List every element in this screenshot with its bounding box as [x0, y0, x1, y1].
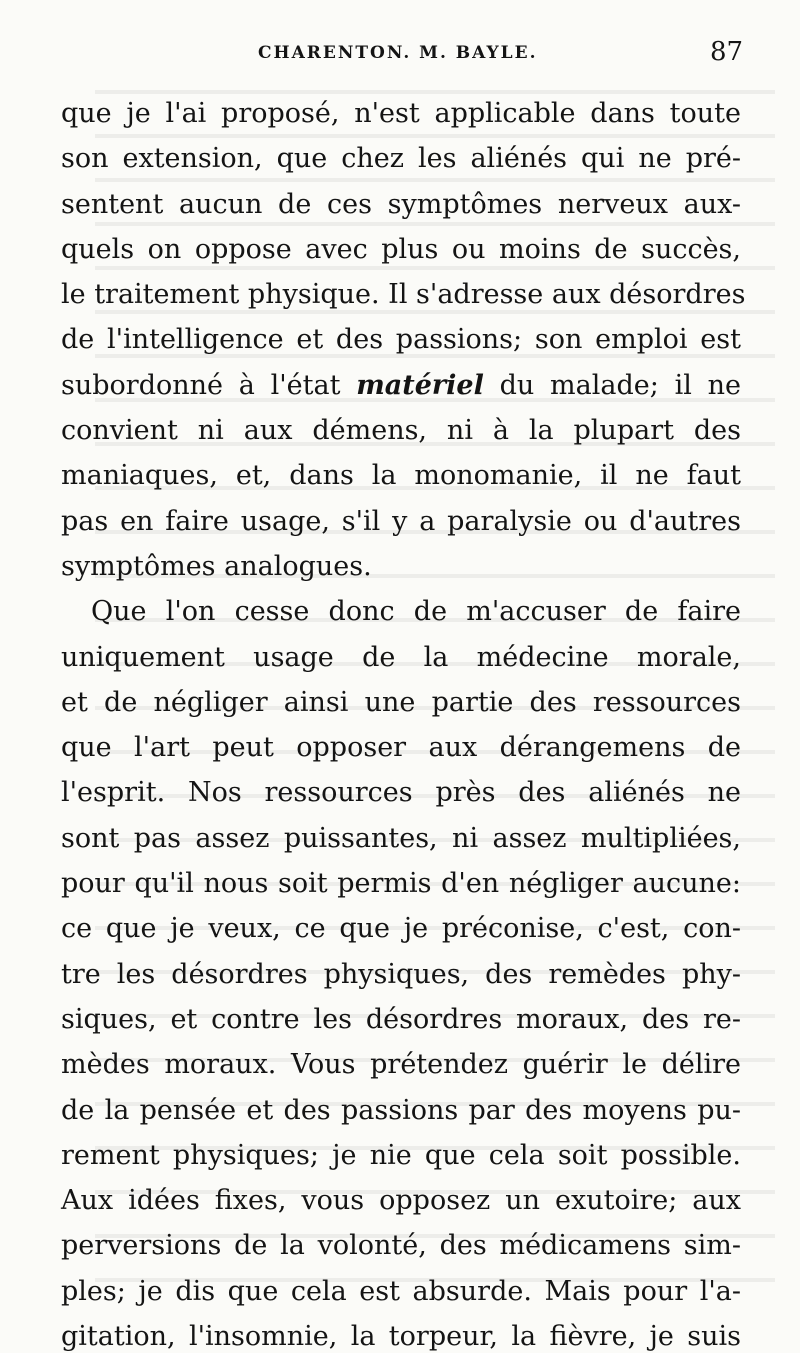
text-line: son extension, que chez les aliénés qui ne pré-	[61, 143, 741, 175]
text-line: maniaques, et, dans la monomanie, il ne faut	[61, 460, 741, 492]
text-line: Aux idées fixes, vous opposez un exutoire; aux	[61, 1185, 741, 1217]
text-line: convient ni aux démens, ni à la plupart des	[61, 415, 741, 447]
text-line: rement physiques; je nie que cela soit possible.	[61, 1139, 741, 1171]
text-line: de l'intelligence et des passions; son emploi est	[61, 324, 741, 356]
text-line: siques, et contre les désordres moraux, des re-	[61, 1003, 741, 1035]
text-line: l'esprit. Nos ressources près des aliénés ne	[61, 777, 741, 809]
text-line: Que l'on cesse donc de m'accuser de faire	[91, 596, 741, 628]
text-line: le traitement physique. Il s'adresse aux désordres	[61, 279, 746, 311]
text-segment: subordonné à l'état	[61, 369, 341, 401]
text-line: perversions de la volonté, des médicamens sim-	[61, 1230, 741, 1262]
text-line-with-emphasis	[61, 363, 741, 408]
text-line: sont pas assez puissantes, ni assez multipliées,	[61, 822, 741, 854]
text-line: sentent aucun de ces symptômes nerveux aux-	[61, 188, 741, 220]
text-line: ce que je veux, ce que je préconise, c'est, con-	[61, 913, 741, 945]
text-line: symptômes analogues.	[61, 550, 372, 582]
text-line: pas en faire usage, s'il y a paralysie ou d'autres	[61, 505, 741, 537]
text-line: et de négliger ainsi une partie des ressources	[61, 686, 741, 718]
text-line: gitation, l'insomnie, la torpeur, la fièvre, je suis	[61, 1321, 741, 1353]
page-number: 87	[710, 37, 744, 67]
text-line: tre les désordres physiques, des remèdes phy-	[61, 958, 741, 990]
emphasized-word: matériel	[356, 369, 484, 401]
text-line: quels on oppose avec plus ou moins de succès,	[61, 233, 741, 265]
text-line: que je l'ai proposé, n'est applicable dans toute	[61, 98, 741, 129]
text-line: mèdes moraux. Vous prétendez guérir le délire	[61, 1049, 741, 1081]
body-text	[61, 91, 746, 1359]
text-line: uniquement usage de la médecine morale,	[61, 641, 741, 673]
page-header	[0, 33, 800, 73]
text-line: que l'art peut opposer aux dérangemens de	[61, 732, 741, 764]
text-line: pour qu'il nous soit permis d'en négliger aucune:	[61, 868, 741, 900]
text-line: de la pensée et des passions par des moyens pu-	[61, 1094, 741, 1126]
running-title: CHARENTON. M. BAYLE.	[258, 43, 538, 63]
text-line: ples; je dis que cela est absurde. Mais pour l'a-	[61, 1275, 741, 1307]
text-segment: du malade; il ne	[499, 369, 741, 401]
